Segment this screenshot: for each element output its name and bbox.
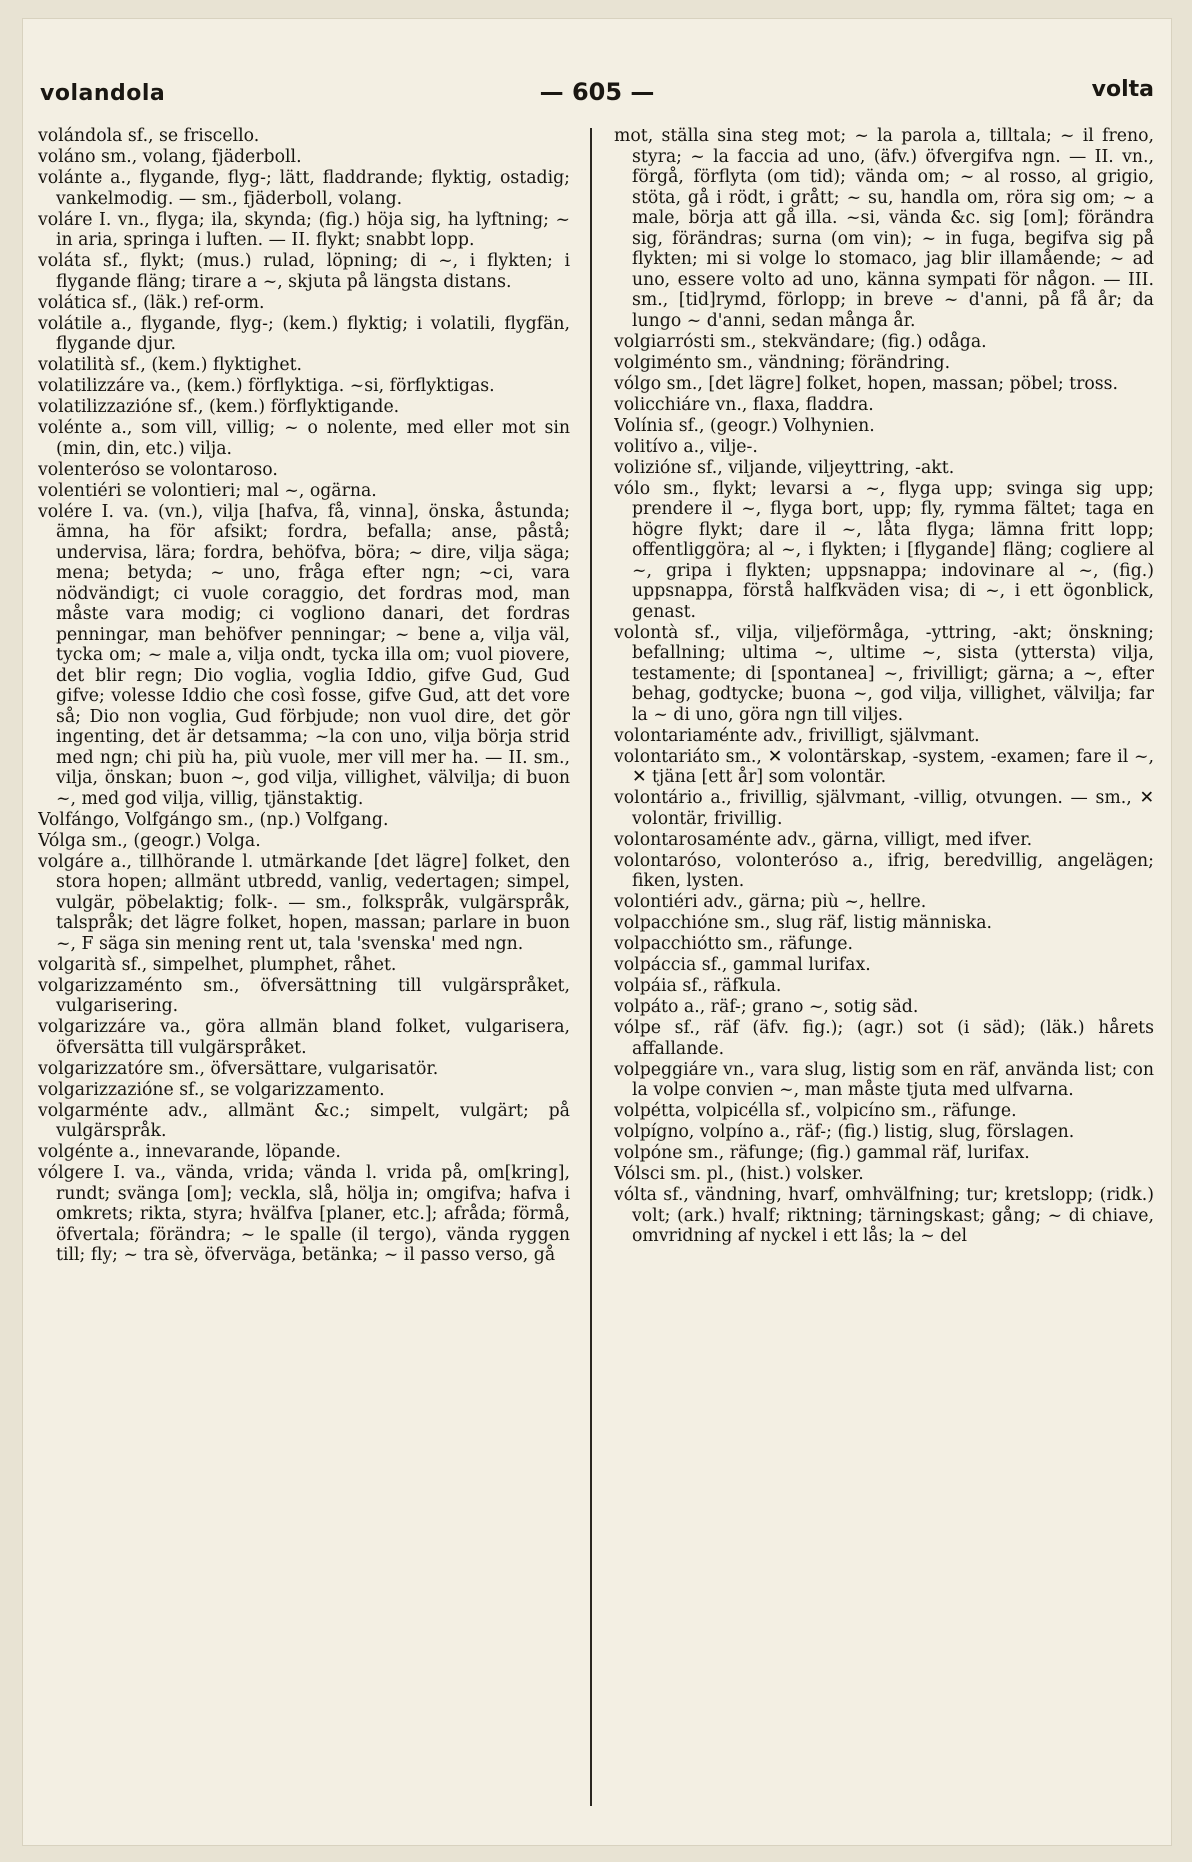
dictionary-entry: volpáccia sf., gammal lurifax. [614,955,871,975]
dictionary-entry: volatilizzáre va., (kem.) förflyktiga. ~si, förflyktigas. [38,376,495,396]
dictionary-entry: volgiménto sm., vändning; förändring. [614,352,951,373]
dictionary-entry: volentiéri se volontieri; mal ~, ogärna. [38,480,377,501]
dictionary-entry: volpacchióne sm., slug räf, listig människa. [614,913,993,933]
dictionary-entry: volatilità sf., (kem.) flyktighet. [38,355,303,375]
dictionary-entry: Volfángo, Volfgángo sm., (np.) Volfgang. [38,809,389,830]
dictionary-entry: volgarità sf., simpelhet, plumphet, råhet. [38,954,397,975]
dictionary-entry: vólo sm., flykt; levarsi a ~, flyga upp; svinga sig upp; prendere il ~, flyga bort, upp; fly, rymma fältet; taga en högre flykt; dare il ~, låta flyga; lämna fritt lopp; offentliggöra; al ~, i flykten; i [flygande] fläng; cogliere al ~, gripa i flykten; uppsnappa; indovinare al ~, (fig.) uppsnappa, förstå halfkväden visa; di ~, i ett ögonblick, genast. [614,478,1154,622]
dictionary-page [22,18,1172,1846]
dictionary-entry: volática sf., (läk.) ref-orm. [38,292,265,313]
dictionary-entry: volgarizzatóre sm., öfversättare, vulgarisatör. [38,1058,439,1079]
dictionary-entry: volitívo a., vilje-. [614,436,758,457]
dictionary-entry: volére I. va. (vn.), vilja [hafva, få, vinna], önska, åstunda; ämna, ha för afsikt; fordra, befalla; anse, påstå; undervisa, lära; fordra, behöfva, böra; ~ dire, vilja säga; mena; betyda; ~ uno, fråga efter ngn; ~ci, vara nödvändigt; ci vuole coraggio, det fordras mod, man måste vara modig; ci vogliono danari, det fordras penningar, man behöfver penningar; ~ bene a, vilja väl, tycka om; ~ male a, vilja ondt, tycka illa om; vuol piovere, det blir regn; Dio voglia, voglia Iddio, gifve Gud, Gud gifve; volesse Iddio che così fosse, gifve Gud, att det vore så; Dio non voglia, Gud förbjude; non vuol dire, det gör ingenting, det är detsamma; ~la con uno, vilja börja strid med ngn; chi più ha, più vuole, mer vill mer ha. — II. sm., vilja, önskan; buon ~, god vilja, villighet, välvilja; di buon ~, med god vilja, villig, tjänstaktig. [38,501,570,809]
dictionary-entry: volpáia sf., räfkula. [614,976,782,996]
dictionary-entry: volontariáto sm., ✕ volontärskap, -system, -examen; fare il ~, ✕ tjäna [ett år] som volontär. [614,746,1154,787]
dictionary-entry: volpétta, volpicélla sf., volpicíno sm., räfunge. [614,1101,1017,1121]
dictionary-entry: volontariaménte adv., frivilligt, självmant. [614,725,980,746]
dictionary-entry: voláno sm., volang, fjäderboll. [38,147,302,167]
dictionary-entry: volatilizzazióne sf., (kem.) förflyktigande. [38,397,400,417]
dictionary-entry: mot, ställa sina steg mot; ~ la parola a, tilltala; ~ il freno, styra; ~ la faccia ad uno, (äfv.) öfvergifva ngn. — II. vn., förgå, förflyta (om tid); vända om; ~ al rosso, al grigio, stöta, gå i rödt, i grått; ~ su, handla om, röra sig om; ~ a male, börja att gå illa. ~si, vända &c. sig [om]; förändra sig, förändras; surna (om vin); ~ in fuga, begifva sig på flykten; mi si volge lo stomaco, jag blir illamående; ~ ad uno, essere volto ad uno, känna sympati för någon. — III. sm., [tid]rymd, förlopp; in breve ~ d'anni, på få år; da lungo ~ d'anni, sedan många år. [614,126,1154,331]
dictionary-entry: volgarizzazióne sf., se volgarizzamento. [38,1079,385,1100]
dictionary-entry: volgénte a., innevarande, löpande. [38,1142,341,1162]
dictionary-entry: volizióne sf., viljande, viljeyttring, -akt. [614,457,955,478]
dictionary-entry: vólgere I. va., vända, vrida; vända l. vrida på, om[kring], rundt; svänga [om]; veckla, slå, hölja in; omgifva; hafva i omkrets; rikta, styra; hvälfva [planer, etc.]; afråda; förmå, öfvertala; förändra; ~ le spalle (il tergo), vända ryggen till; fly; ~ tra sè, öfverväga, betänka; ~ il passo verso, gå [38,1163,570,1265]
column-divider [590,128,592,1806]
dictionary-entry: volénte a., som vill, villig; ~ o nolente, med eller mot sin (min, din, etc.) vilja. [38,418,570,459]
dictionary-entry: volgiarrósti sm., stekvändare; (fig.) odåga. [614,331,987,352]
dictionary-entry: volenteróso se volontaroso. [38,459,278,480]
dictionary-entry: volontiéri adv., gärna; più ~, hellre. [614,892,927,912]
dictionary-entry: volontário a., frivillig, självmant, -villig, otvungen. — sm., ✕ volontär, frivillig. [614,788,1154,829]
dictionary-entry: volgáre a., tillhörande l. utmärkande [det lägre] folket, den stora hopen; allmänt utbredd, vanlig, vedertagen; simpel, vulgär, pöbelaktig; folk-. — sm., folkspråk, vulgärspråk, talspråk; det lägre folket, hopen, massan; parlare in buon ~, F säga sin mening rent ut, tala 'svenska' med ngn. [38,851,570,954]
dictionary-entry: voláre I. vn., flyga; ila, skynda; (fig.) höja sig, ha lyftning; ~ in aria, springa i luften. — II. flykt; snabbt lopp. [38,209,570,250]
dictionary-entry: volpáto a., räf-; grano ~, sotig säd. [614,997,919,1017]
dictionary-entry: volpacchiótto sm., räfunge. [614,934,854,954]
dictionary-entry: volpígno, volpíno a., räf-; (fig.) listig, slug, förslagen. [614,1122,1075,1142]
header-first-word: volandola [40,81,166,106]
dictionary-entry: volgarizzáre va., göra allmän bland folket, vulgarisera, öfversätta till vulgärspråket. [38,1017,570,1058]
dictionary-entry: volgarménte adv., allmänt &c.; simpelt, vulgärt; på vulgärspråk. [38,1100,570,1141]
dictionary-entry: Volínia sf., (geogr.) Volhynien. [614,415,875,436]
dictionary-entry: volpóne sm., räfunge; (fig.) gammal räf, lurifax. [614,1143,1030,1163]
dictionary-entry: volándola sf., se friscello. [38,126,260,146]
dictionary-entry: volgarizzaménto sm., öfversättning till vulgärspråket, vulgarisering. [38,975,570,1016]
dictionary-entry: volánte a., flygande, flyg-; lätt, fladdrande; flyktig, ostadig; vankelmodig. — sm., fjäderboll, volang. [38,168,570,209]
dictionary-entry: volontà sf., vilja, viljeförmåga, -yttring, -akt; önskning; befallning; ultima ~, ultime ~, sista (yttersta) vilja, testamente; di [spontanea] ~, frivilligt; gärna; a ~, efter behag, godtycke; buona ~, god vilja, villighet, välvilja; far la ~ di uno, göra ngn till viljes. [614,622,1154,725]
dictionary-entry: vólgo sm., [det lägre] folket, hopen, massan; pöbel; tross. [614,373,1118,394]
page-number: — 605 — [539,78,655,106]
left-column [38,126,570,1818]
right-column [614,126,1154,1818]
dictionary-entry: Vólga sm., (geogr.) Volga. [38,830,261,851]
dictionary-entry: volontaróso, volonteróso a., ifrig, beredvillig, angelägen; fiken, lysten. [614,850,1154,891]
dictionary-entry: vólpe sf., räf (äfv. fig.); (agr.) sot (i säd); (läk.) hårets affallande. [614,1018,1154,1059]
dictionary-entry: volátile a., flygande, flyg-; (kem.) flyktig; i volatili, flygfän, flygande djur. [38,313,570,354]
dictionary-entry: Vólsci sm. pl., (hist.) volsker. [614,1164,864,1184]
page-header [40,62,1154,106]
dictionary-entry: volicchiáre vn., flaxa, fladdra. [614,394,874,415]
dictionary-entry: vólta sf., vändning, hvarf, omhvälfning; tur; kretslopp; (ridk.) volt; (ark.) hvalf; riktning; tärningskast; gång; ~ di chiave, omvridning af nyckel i ett lås; la ~ del [614,1185,1154,1246]
header-last-word: volta [1091,77,1154,102]
dictionary-entry: voláta sf., flykt; (mus.) rulad, löpning; di ~, i flykten; i flygande fläng; tirare a ~, skjuta på längsta distans. [38,251,570,292]
dictionary-entry: volontarosaménte adv., gärna, villigt, med ifver. [614,829,1033,850]
dictionary-entry: volpeggiáre vn., vara slug, listig som en räf, använda list; con la volpe convien ~, man måste tjuta med ulfvarna. [614,1059,1154,1100]
